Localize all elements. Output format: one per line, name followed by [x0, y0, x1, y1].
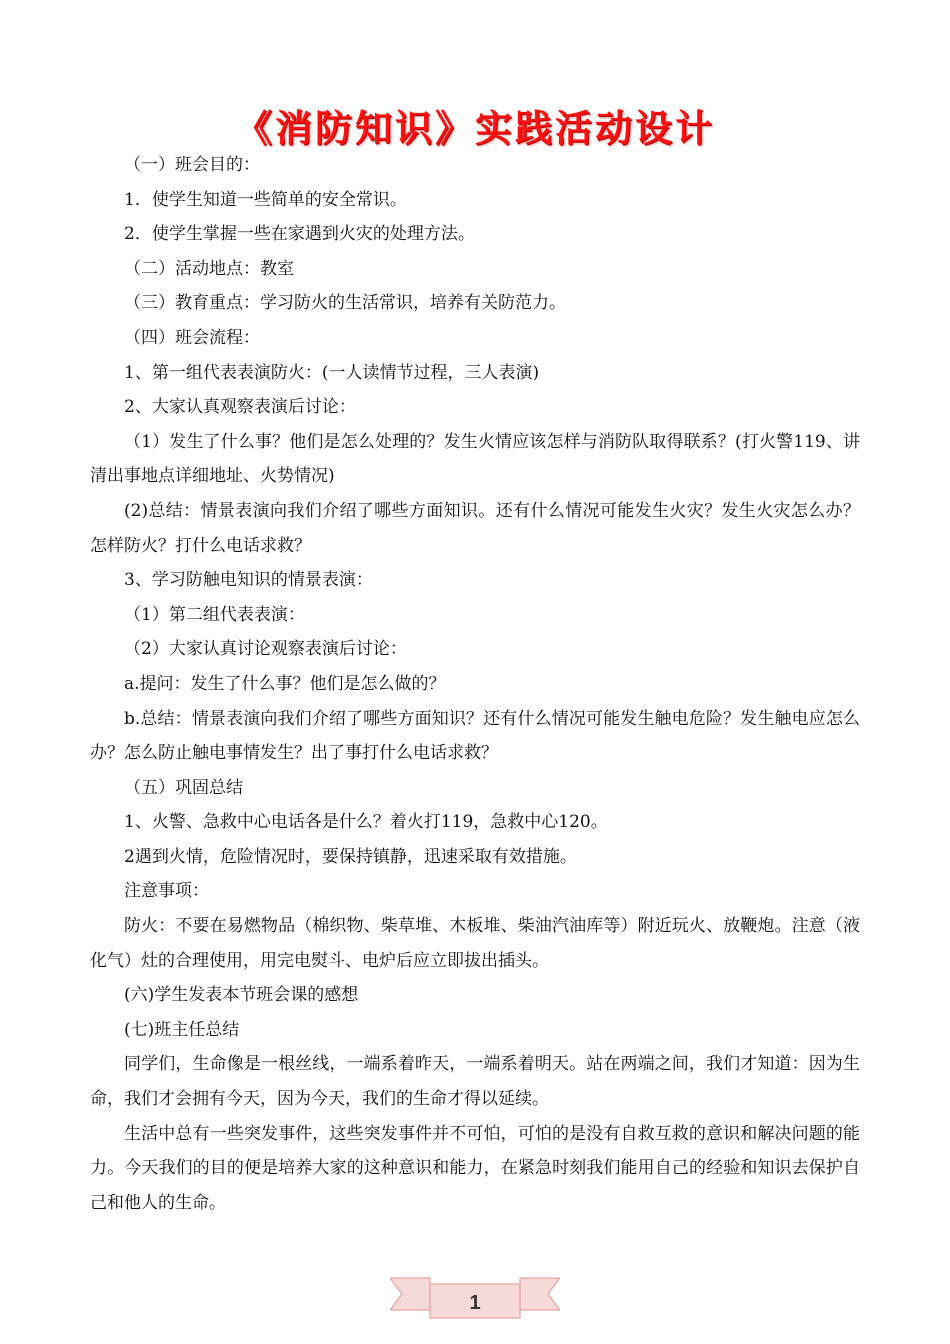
paragraph-consolidate-1: 1、火警、急救中心电话各是什么？着火打119，急救中心120。	[124, 812, 608, 833]
paragraph-step-1: 1、第一组代表表演防火：(一人读情节过程，三人表演)	[124, 362, 540, 383]
paragraph-purpose-2: 2．使学生掌握一些在家遇到火灾的处理方法。	[124, 224, 475, 245]
paragraph-step-3: 3、学习防触电知识的情景表演：	[124, 570, 373, 591]
paragraph-step-2: 2、大家认真观察表演后讨论：	[124, 397, 356, 418]
document-body	[90, 148, 860, 1220]
paragraph-consolidate: （五）巩固总结	[124, 777, 243, 798]
paragraph-focus: （三）教育重点：学习防火的生活常识，培养有关防范力。	[124, 293, 566, 314]
document-title: 《消防知识》实践活动设计	[235, 107, 715, 150]
page-footer	[390, 1270, 560, 1330]
paragraph-location: （二）活动地点：教室	[124, 258, 294, 279]
paragraph-step-3-2: （2）大家认真讨论观察表演后讨论：	[124, 639, 407, 660]
paragraph-process: （四）班会流程：	[124, 327, 260, 348]
paragraph-consolidate-2: 2遇到火情，危险情况时，要保持镇静，迅速采取有效措施。	[124, 846, 577, 867]
paragraph-step-3-1: （1）第二组代表表演：	[124, 604, 305, 625]
paragraph-step-3-b: b.总结：情景表演向我们介绍了哪些方面知识？还有什么情况可能发生触电危险？发生触电应怎么办？怎么防止触电事情发生？出了事打什么电话求救？	[90, 708, 860, 764]
paragraph-closing-2: 生活中总有一些突发事件，这些突发事件并不可怕，可怕的是没有自救互救的意识和解决问题的能力。今天我们的目的便是培养大家的这种意识和能力，在紧急时刻我们能用自己的经验和知识去保护自己和他人的生命。	[90, 1123, 860, 1213]
paragraph-notes-heading: 注意事项：	[124, 881, 209, 902]
paragraph-step-2-q2: (2)总结：情景表演向我们介绍了哪些方面知识。还有什么情况可能发生火灾？发生火灾怎么办？怎样防火？打什么电话求救？	[90, 500, 860, 556]
paragraph-teacher-summary: (七)班主任总结	[124, 1019, 240, 1040]
paragraph-step-3-a: a.提问：发生了什么事？他们是怎么做的？	[124, 673, 446, 694]
paragraph-fire-prevention: 防火：不要在易燃物品（棉织物、柴草堆、木板堆、柴油汽油库等）附近玩火、放鞭炮。注意（液化气）灶的合理使用，用完电熨斗、电炉后应立即拔出插头。	[90, 916, 860, 971]
paragraph-closing-1: 同学们，生命像是一根丝线，一端系着昨天，一端系着明天。站在两端之间，我们才知道：因为生命，我们才会拥有今天，因为今天，我们的生命才得以延续。	[90, 1054, 860, 1110]
paragraph-step-2-q1: （1）发生了什么事？他们是怎么处理的？发生火情应该怎样与消防队取得联系？(打火警119、讲清出事地点详细地址、火势情况)	[90, 431, 860, 487]
page-number: 1	[469, 1292, 481, 1314]
paragraph-purpose-1: 1．使学生知道一些简单的安全常识。	[124, 189, 407, 210]
paragraph-student-reflection: (六)学生发表本节班会课的感想	[124, 985, 359, 1006]
paragraph-meeting-purpose: （一）班会目的：	[124, 155, 260, 175]
